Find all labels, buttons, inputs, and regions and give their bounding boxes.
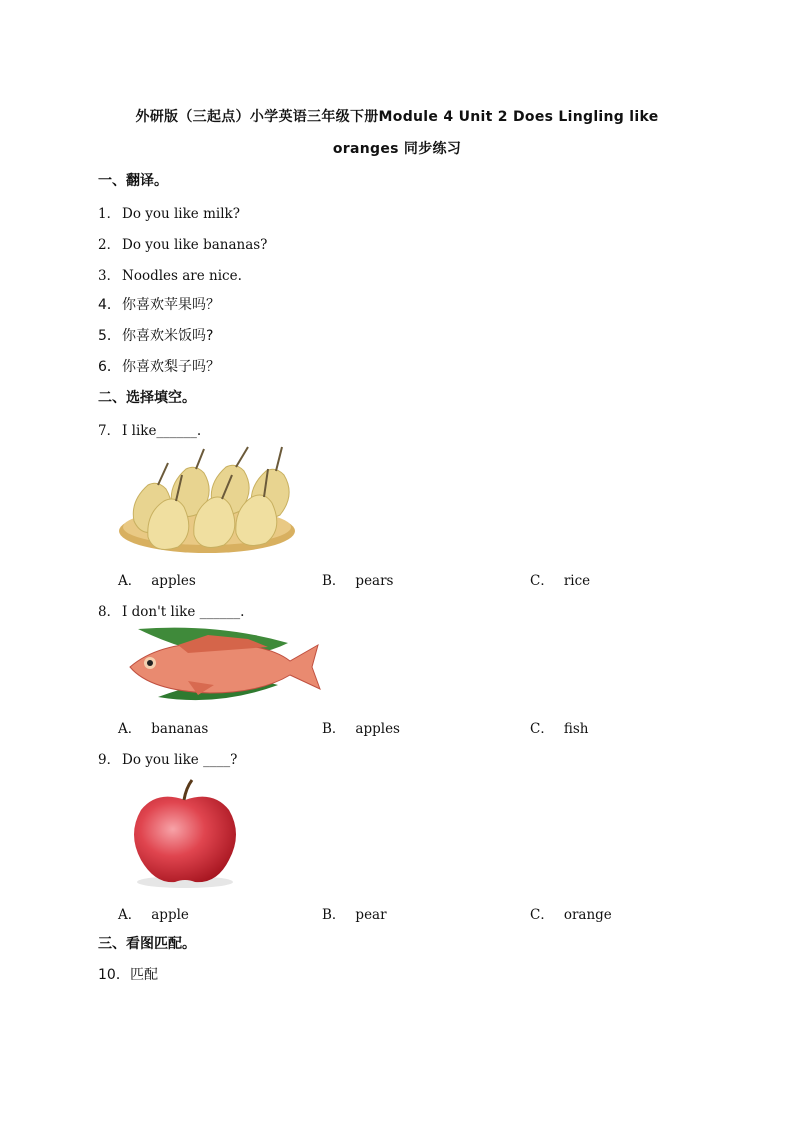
question-number: 7． xyxy=(98,423,121,439)
question-text: I like______. xyxy=(122,423,202,439)
option-b[interactable] xyxy=(322,903,387,923)
option-c[interactable] xyxy=(530,569,590,589)
question-9 xyxy=(98,748,237,768)
question-1 xyxy=(98,202,240,222)
apple-icon xyxy=(118,776,252,890)
question-number: 6． xyxy=(98,359,121,375)
option-text: bananas xyxy=(151,721,209,737)
section-heading-choice: 二、选择填空。 xyxy=(98,390,196,406)
option-letter: A． xyxy=(118,721,142,737)
question-6 xyxy=(98,356,220,376)
option-text: apples xyxy=(151,573,196,589)
option-a[interactable] xyxy=(118,903,189,923)
section-heading-matching: 三、看图匹配。 xyxy=(98,936,196,952)
question-number: 2． xyxy=(98,237,121,253)
option-letter: A． xyxy=(118,907,142,923)
question-text: 你喜欢梨子吗？ xyxy=(122,359,220,375)
question-4 xyxy=(98,294,220,314)
question-number: 4． xyxy=(98,297,121,313)
question-number: 10． xyxy=(98,967,130,983)
option-b[interactable] xyxy=(322,569,393,589)
question-text: Do you like bananas? xyxy=(122,237,268,253)
question-7 xyxy=(98,419,201,439)
pears-icon xyxy=(118,445,296,557)
question-number: 1． xyxy=(98,206,121,222)
option-text: apples xyxy=(355,721,400,737)
option-text: orange xyxy=(563,907,612,923)
question-number: 5． xyxy=(98,328,121,344)
option-letter: A． xyxy=(118,573,142,589)
option-c[interactable] xyxy=(530,717,588,737)
option-letter: B． xyxy=(322,907,346,923)
option-text: fish xyxy=(563,721,589,737)
option-a[interactable] xyxy=(118,569,196,589)
section-heading-translation: 一、翻译。 xyxy=(98,173,168,189)
question-text: Do you like ____? xyxy=(122,752,238,768)
question-number: 9． xyxy=(98,752,121,768)
question-text: Do you like milk? xyxy=(122,206,240,222)
question-10 xyxy=(98,964,158,984)
option-c[interactable] xyxy=(530,903,612,923)
question-text: I don't like ______. xyxy=(122,604,245,620)
option-text: pear xyxy=(355,907,387,923)
question-number: 8． xyxy=(98,604,121,620)
question-5 xyxy=(98,325,213,345)
option-a[interactable] xyxy=(118,717,208,737)
question-text: 你喜欢米饭吗? xyxy=(122,328,214,344)
option-letter: B． xyxy=(322,573,346,589)
page-title-line2: oranges 同步练习 xyxy=(332,141,462,157)
option-text: pears xyxy=(355,573,394,589)
fish-icon xyxy=(118,627,330,705)
page-title-line1: 外研版（三起点）小学英语三年级下册Module 4 Unit 2 Does Lingling like xyxy=(135,109,659,125)
question-2 xyxy=(98,233,267,253)
question-8 xyxy=(98,600,244,620)
question-3 xyxy=(98,264,242,284)
question-text: 你喜欢苹果吗？ xyxy=(122,297,220,313)
option-letter: C． xyxy=(530,573,554,589)
option-text: apple xyxy=(151,907,189,923)
option-b[interactable] xyxy=(322,717,400,737)
question-text: 匹配 xyxy=(130,967,158,983)
option-letter: C． xyxy=(530,721,554,737)
option-text: rice xyxy=(563,573,591,589)
option-letter: B． xyxy=(322,721,346,737)
question-text: Noodles are nice. xyxy=(122,268,242,284)
option-letter: C． xyxy=(530,907,554,923)
question-number: 3． xyxy=(98,268,121,284)
